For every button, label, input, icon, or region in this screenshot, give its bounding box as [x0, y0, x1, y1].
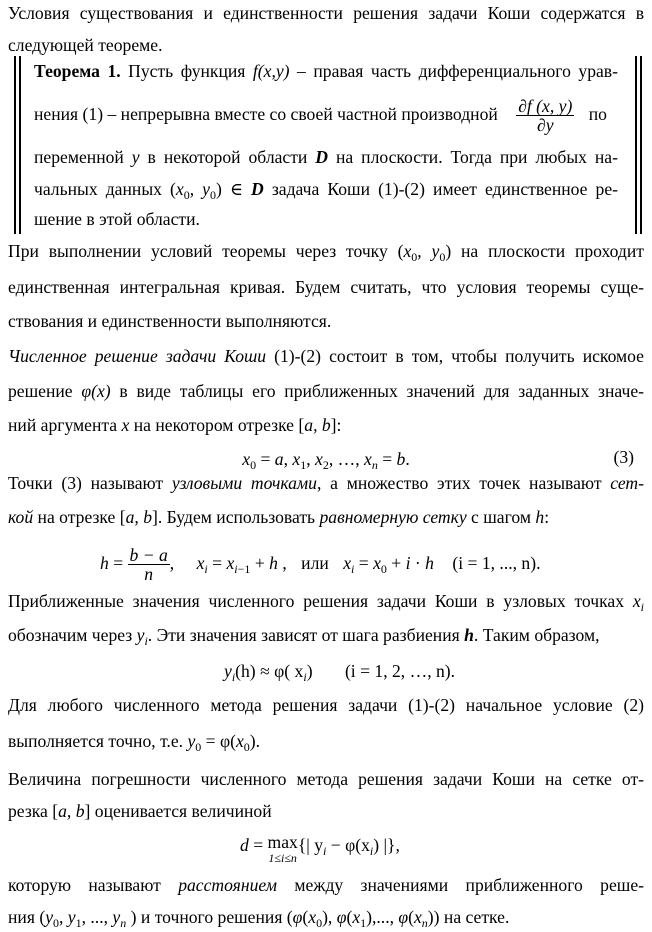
p6-line-1: Величина погрешности численного метода решения задачи Коши на сетке от-	[8, 769, 644, 789]
p7-line-2: ния ($y_0$, $y_1$, ..., $y_n$ ) и точного решения ($\varphi(x_0)$, $\varphi(x_1)$,..., $\varphi(x_n)$) на сетке.	[8, 907, 510, 930]
theorem-box	[14, 56, 642, 234]
theorem-title: Теорема 1.	[34, 61, 121, 81]
equation-distance: d = max 1≤i≤n {| $y_i - \varphi(x_i)$ |},	[240, 832, 400, 865]
step-fraction: $\frac{b - a}{n}$	[129, 545, 168, 585]
p2-line-3: ний аргумента x на некотором отрезке [a, b]:	[8, 415, 342, 435]
partial-derivative: $\frac{\partial f (x, y)}{\partial y}$	[518, 96, 573, 136]
equation-3: $x_0 = a$, $x_1$, $x_2$, …, $x_n = b$.	[242, 449, 410, 472]
equation-approx: $y_i(h) \approx \varphi$( $x_i$) (i = 1, 2, …, n).	[224, 661, 456, 684]
p7-line-1: которую называют расстоянием между значениями приближенного реше-	[8, 875, 644, 895]
intro-line-1: Условия существования и единственности решения задачи Коши содержатся в	[8, 3, 644, 23]
p3-line-1: Точки (3) называют узловыми точками, а множество этих точек называют сет-	[8, 473, 644, 493]
theorem-line-3: переменной y в некоторой области D на плоскости. Тогда при любых на-	[34, 147, 618, 167]
theorem-line-5: шение в этой области.	[34, 209, 200, 229]
p4-line-2: обозначим через $y_i$. Эти значения зависят от шага разбиения h. Таким образом,	[8, 625, 600, 648]
p5-line-1: Для любого численного метода решения задачи (1)-(2) начальное условие (2)	[8, 695, 644, 715]
p4-line-1: Приближенные значения численного решения задачи Коши в узловых точках $x_i$	[8, 591, 644, 614]
equation-number-3: (3)	[613, 447, 634, 467]
p1-line-1: При выполнении условий теоремы через точку ($x_0$, $y_0$) на плоскости проходит	[8, 241, 644, 264]
theorem-line-2: нения (1) – непрерывна вместе со своей частной производной $\frac{\partial f (x, y)}{\partial y}$ по	[34, 96, 607, 136]
equation-step: h = $\frac{b - a}{n}$ , $x_i = x_{i-1} + h$ , или $x_i = x_0 + i \cdot h$ (i = 1, ..., n).	[100, 545, 541, 585]
term-numerical-solution: Численное решение задачи Коши	[8, 346, 267, 366]
p6-line-2: резка [a, b] оценивается величиной	[8, 801, 272, 821]
p2-line-2: решение φ(x) в виде таблицы его приближенных значений для заданных значе-	[8, 381, 644, 401]
theorem-line-4: чальных данных ($x_0$, $y_0$) ∈ D задача Коши (1)-(2) имеет единственное ре-	[34, 179, 619, 202]
p2-line-1: Численное решение задачи Коши (1)-(2) состоит в том, чтобы получить искомое	[8, 346, 644, 366]
max-operator: max 1≤i≤n	[267, 832, 298, 865]
p1-line-2: единственная интегральная кривая. Будем считать, что условия теоремы суще-	[8, 277, 644, 297]
theorem-line-1: Теорема 1. Пусть функция f(x,y) – правая часть дифференциального урав-	[34, 61, 618, 81]
p1-line-3: ствования и единственности выполняются.	[8, 311, 332, 331]
p3-line-2: кой на отрезке [a, b]. Будем использовать равномерную сетку с шагом h:	[8, 507, 550, 527]
intro-line-2: следующей теореме.	[8, 35, 163, 55]
p5-line-2: выполняется точно, т.е. $y_0 = \varphi(x_0)$.	[8, 731, 261, 754]
